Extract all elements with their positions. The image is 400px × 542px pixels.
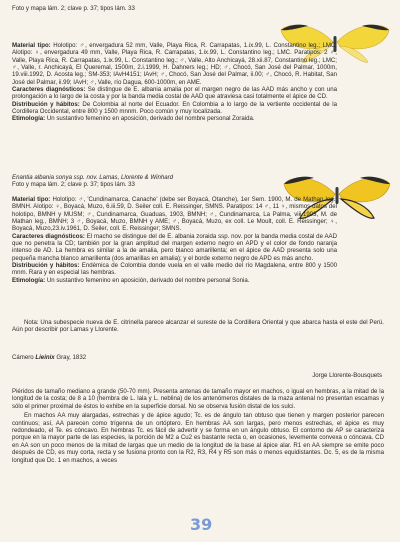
paragraph-2: En machos AA muy alargadas, estrechas y de ápice agudo; Tc. es de ángulo tan obtuso que tienen y margen posterior parecen continuos; así, AA parecen como trígenna de un ortóptero. En hembras AA son largas, pero menos estrechas, el ápice es muy redondeado, el Te. es cóncavo. En hembras Tc. es fácil de advertir y se forma en un ángulo obtuso. El contorno de AP se caracteriza porque en la mayor parte de las especies, la porción de M2 a Cu2 es bastante recta o, en ocasiones, levemente convexa o cóncava. CD en AA son un poco menos de la mitad de largas que un medio de la longitud de la base al ápice alar. R1 en AA siempre se emite poco después de CD, es muy corta, recta y se fusiona pronto con la R2, R3, R4 y R5 son más o menos equidistantes. Dc. 5, es de la misma longitud que Dc. 1 en machos, a veces xyxy=(12,412,384,464)
etym-text-2: Un sustantivo femenino en aposición, derivado del nombre personal Sonia. xyxy=(46,276,250,284)
diag-text-1: Se distingue de E. albania amalia por el margen negro de las AAD más ancho y con una prolongación a lo largo de la costa y por la banda media costal de AAD que atraviesa casi totalmente el ápice de CD. xyxy=(12,86,337,101)
dist-text-2: Endémica de Colombia donde vuela en el valle medio del río Magdalena, entre 800 y 1500 mnm. Rara y en especial las hembras. xyxy=(12,262,337,277)
species-title: Enantia albania sonya ssp. nov. Lamas, Llorente & Winhard xyxy=(12,174,174,181)
diag-label-2: Caracteres diagnósticos: xyxy=(12,232,85,240)
diag-label-1: Caracteres diagnósticos: xyxy=(12,86,86,94)
dist-text-1: De Colombia al norte del Ecuador. En Colombia a lo largo de la vertiente occidental de la Cordillera Occidental, entre 800 y 1500 mnnm. Poco común y muy localizada. xyxy=(12,100,337,116)
header-line: Foto y mapa lám. 2; clave p. 37; tipos lám. 33 xyxy=(12,5,135,12)
etym-text-1: Un sustantivo femenino en aposición, derivado del nombre personal Zoraida. xyxy=(46,115,255,123)
etym-label-2: Etimología: xyxy=(12,276,46,284)
note-text: Nota: Una subespecie nueva de E. citrinella parece alcanzar el sureste de la Cordillera Oriental y que abarca hasta el este del Perú. Aún por describir por Lamas y Llorente. xyxy=(12,319,384,334)
genus-description xyxy=(12,388,384,464)
material-label-1: Material tipo: xyxy=(12,42,51,49)
paragraph-1: Piéridos de tamaño mediano a grande (50-70 mm). Presenta antenas de tamaño mayor en machos, o igual en hembras, a la mitad de la longitud de la costa; de 8 a 10 (hembra de L. lala y L. neblina) de los antenómeros distales de la maza antenal no presentan escamas y sólo el primer proximal de éstos lo exhibe en la superficie dorsal. No se observa fusión distal de los sulci. xyxy=(12,388,384,410)
material-label-2: Material tipo: xyxy=(12,196,51,203)
genus-name: Lieinix xyxy=(35,354,55,361)
section-sonya xyxy=(12,174,337,189)
dist-label-1: Distribución y hábitos: xyxy=(12,100,80,108)
genus-prefix: Cámero xyxy=(12,354,34,361)
genus-heading xyxy=(12,354,86,362)
dist-label-2: Distribución y hábitos: xyxy=(12,262,80,270)
genus-author: Gray, 1832 xyxy=(56,354,87,361)
section-zoraida xyxy=(12,42,337,123)
page-number: 39 xyxy=(190,515,213,534)
section2-line: Foto y mapa lám. 2; clave p. 37; tipos lám. 33 xyxy=(12,181,135,189)
etym-label-1: Etimología: xyxy=(12,115,46,123)
material-text-1: Holotipo: ♂, envergadura 52 mm, Valle, Playa Rica, R. Carrapatas, 1.ix.99, L. Constantino leg.; LMC. Alotipo: ♀, envergadura 49 mm, Valle, Playa Rica, R. Carrapatas, 1.ix.99, L. Constantino leg.; LMC. Paratipos: 2 ♂, Valle, Playa Rica, R. Carrapatas, 1.ix.99, L. Constantino leg.; ♂, Valle, Alto Anchicayá, 28.xii.87, Constantino leg.; LMC; ♂, Valle, r. Anchicayá, El Queremal, 1500m, 2.i.1999, H. Dahners leg.; HD; ♂, Chocó, San José del Palmar, 1000m, 19.viii.1992, D. Acosta leg.; SM-353; IAvH4151; IAvH; ♂, Chocó, San José del Palmar, ii.00; ♂, Chocó, R. Habitat, San José del Palmar, ii.99; IAvH; ♂, Valle, río Dagua, 600-1000m, en AME. xyxy=(12,42,337,86)
diag-text-2: El macho se distingue del de E. albania zoraida ssp. nov. por la banda media costal de AAD que no penetra la CD; también por la gran amplitud del margen externo negro en APD y el color de fondo naranja intenso de AD. La hembra es similar a la de amalia, pero blanco amarillenta; en el ápice de AAD presenta solo una pequeña mancha blanco amarillenta (dos amarillas en amalia); y el borde externo negro de APD es más ancho. xyxy=(12,232,337,262)
section-sonya-body xyxy=(12,196,337,284)
material-text-2: Holotipo: ♂, 'Cundinamarca, Canache' (debe ser Boyacá, Otanche), 1er Sem. 1900, M. de Mathan leg., BMNH. Alotipo: ♀, Boyacá, Muzo, 6.iii.59, D. Seiler coll. E. Reissinger, SMNS. Paratipos: 14 ♂, 11 ♀, mismos datos del holotipo, BMNH y MUSM; ♂, Cundinamarca, Guaduas, 1903, BMNH; ♂, Cundinamarca, La Palma, viii.1903, M. de Mathan leg., BMNH; 3 ♂, Boyacá, Muzo, BMNH y AME; ♂, Boyacá, Muzo, ex coll. Le Moult, coll. E. Reissinger; ♀, Boyacá, Muzo,23.iv.1961, D. Seiler, coll. E. Reissinger; SMNS. xyxy=(12,196,338,233)
author-line: Jorge Llorente-Bousquets xyxy=(312,372,382,379)
note-block xyxy=(12,319,384,334)
